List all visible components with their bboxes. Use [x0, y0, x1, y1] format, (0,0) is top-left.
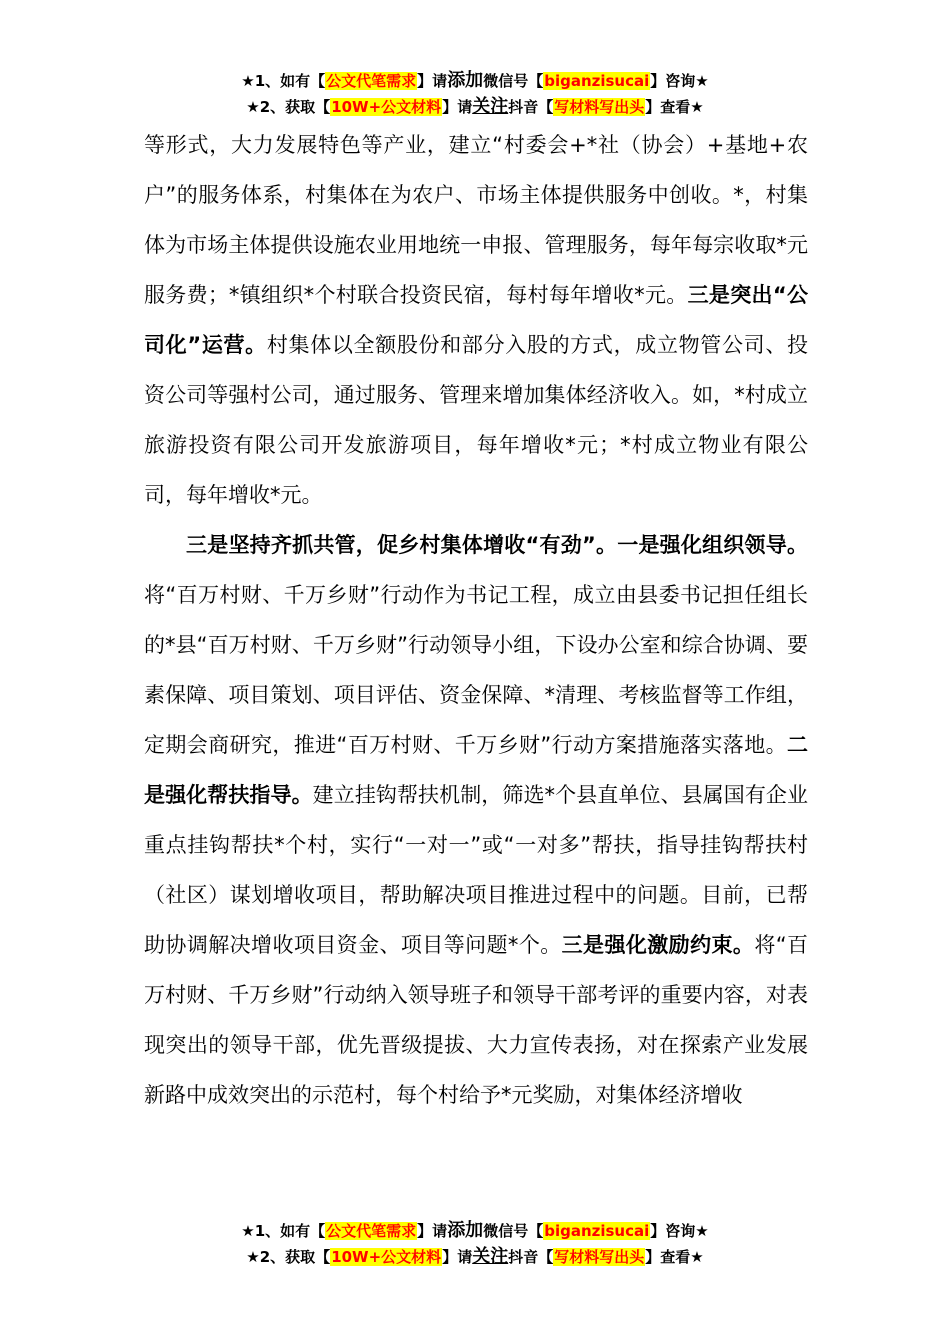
banner-emphasis: 添加 — [447, 1220, 484, 1241]
footer-banner — [0, 1218, 950, 1270]
banner-emphasis: 添加 — [447, 70, 484, 91]
paragraph-text: 建立挂钩帮扶机制，筛选*个县直单位、县属国有企业重点挂钩帮扶*个村，实行“一对一”或“一对多”帮扶，指导挂钩帮扶村（社区）谋划增收项目，帮助解决项目推进过程中的问题。目前，已帮助协调解决增收项目资金、项目等问题*个。 — [144, 783, 809, 957]
banner-text: 】请 — [417, 1222, 448, 1240]
paragraph-text: 等形式，大力发展特色等产业，建立“村委会+*社（协会）+基地+农户”的服务体系，村集体在为农户、市场主体提供服务中创收。*，村集体为市场主体提供设施农业用地统一申报、管理服务，每年每宗收取*元服务费；*镇组织*个村联合投资民宿，每村每年增收*元。 — [144, 133, 808, 307]
banner-highlight: 写材料写出头 — [554, 98, 645, 116]
banner-highlight: 公文代笔需求 — [326, 1222, 417, 1240]
paragraph-1 — [144, 120, 808, 520]
banner-highlight: 10W+公文材料 — [331, 98, 442, 116]
banner-emphasis: 关注 — [472, 96, 509, 117]
header-banner — [0, 68, 950, 120]
banner-emphasis: 关注 — [472, 1246, 509, 1267]
paragraph-bold-heading: 三是强化激励约束。 — [561, 933, 755, 957]
banner-text: 】咨询★ — [650, 72, 709, 90]
banner-text: 微信号【 — [483, 72, 544, 90]
banner-line-2 — [0, 1244, 950, 1270]
banner-text: 】查看★ — [645, 98, 704, 116]
banner-highlight: biganzisucai — [544, 72, 650, 90]
paragraph-bold-heading: 三是突出“公司化”运营。 — [144, 283, 808, 357]
banner-text: 】请 — [442, 1248, 473, 1266]
banner-text: 微信号【 — [483, 1222, 544, 1240]
banner-text: 】查看★ — [645, 1248, 704, 1266]
banner-highlight: biganzisucai — [544, 1222, 650, 1240]
banner-text: 】请 — [442, 98, 473, 116]
banner-highlight: 公文代笔需求 — [326, 72, 417, 90]
paragraph-bold-heading: 三是坚持齐抓共管，促乡村集体增收“有劲”。一是强化组织领导。 — [186, 533, 808, 557]
banner-line-1 — [0, 68, 950, 94]
banner-text: 抖音【 — [508, 98, 554, 116]
banner-highlight: 10W+公文材料 — [331, 1248, 442, 1266]
banner-text: ★1、如有【 — [241, 1222, 326, 1240]
paragraph-text: 将“百万村财、千万乡财”行动纳入领导班子和领导干部考评的重要内容，对表现突出的领导干部，优先晋级提拔、大力宣传表扬，对在探索产业发展新路中成效突出的示范村，每个村给予*元奖励，对集体经济增收 — [144, 933, 809, 1107]
banner-line-1 — [0, 1218, 950, 1244]
banner-line-2 — [0, 94, 950, 120]
paragraph-text: 村集体以全额股份和部分入股的方式，成立物管公司、投资公司等强村公司，通过服务、管理来增加集体经济收入。如，*村成立旅游投资有限公司开发旅游项目，每年增收*元；*村成立物业有限公司，每年增收*元。 — [144, 333, 808, 507]
banner-text: ★1、如有【 — [241, 72, 326, 90]
banner-highlight: 写材料写出头 — [554, 1248, 645, 1266]
paragraph-text: 将“百万村财、千万乡财”行动作为书记工程，成立由县委书记担任组长的*县“百万村财、千万乡财”行动领导小组，下设办公室和综合协调、要素保障、项目策划、项目评估、资金保障、*清理、考核监督等工作组，定期会商研究，推进“百万村财、千万乡财”行动方案措施落实落地。 — [144, 583, 808, 757]
banner-text: 抖音【 — [508, 1248, 554, 1266]
banner-text: 】请 — [417, 72, 448, 90]
banner-text: 】咨询★ — [650, 1222, 709, 1240]
paragraph-2 — [144, 520, 808, 1120]
banner-text: ★2、获取【 — [246, 1248, 331, 1266]
banner-text: ★2、获取【 — [246, 98, 331, 116]
document-body — [144, 120, 808, 1120]
paragraph-bold-heading: 二是强化帮扶指导。 — [144, 733, 808, 807]
